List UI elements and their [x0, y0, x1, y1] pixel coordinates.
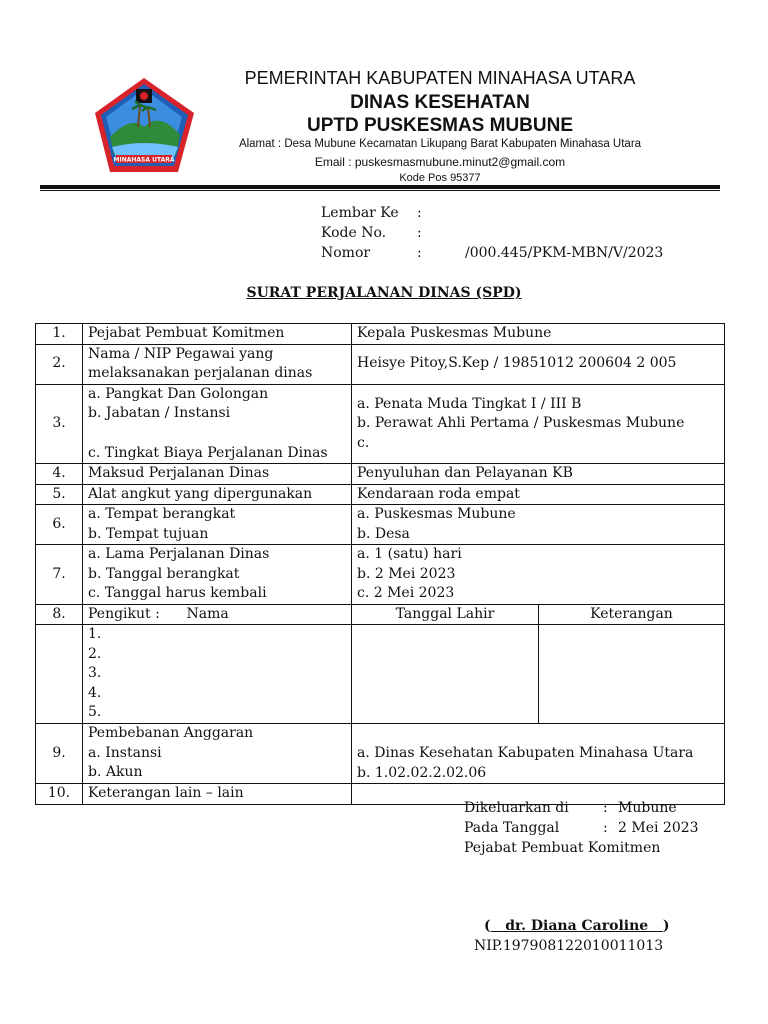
row-label: Alat angkut yang dipergunakan: [83, 484, 352, 505]
email: Email : puskesmasmubune.minut2@gmail.com: [314, 155, 566, 169]
row-label-line: melaksanakan perjalanan dinas: [88, 365, 313, 381]
row-value-line: b. Desa: [357, 525, 410, 542]
signer-name-open: (: [484, 918, 491, 934]
row-number: 7.: [36, 545, 83, 605]
signer-name-close: ): [662, 918, 670, 934]
table-row: [36, 344, 725, 384]
row-value-line: b. 2 Mei 2023: [357, 565, 456, 582]
row-label: Pengikut : Nama: [83, 604, 352, 625]
list-item: 3.: [88, 665, 102, 682]
unit-title: UPTD PUSKESMAS MUBUNE: [306, 115, 574, 136]
row-number: 5.: [36, 484, 83, 505]
row-label-line: b. Akun: [88, 764, 143, 781]
list-item: 1.: [88, 626, 102, 643]
row-number: 10.: [36, 784, 83, 805]
row-label-line: c. Tingkat Biaya Perjalanan Dinas: [88, 444, 328, 461]
table-row: [36, 724, 725, 784]
address: Alamat : Desa Mubune Kecamatan Likupang Barat Kabupaten Minahasa Utara: [238, 138, 642, 150]
tanggal-label: Pada Tanggal: [464, 820, 560, 836]
row-number: 8.: [36, 604, 83, 625]
tanggal-value: 2 Mei 2023: [618, 820, 699, 836]
gov-title: PEMERINTAH KABUPATEN MINAHASA UTARA: [244, 68, 636, 88]
row-value: [352, 505, 725, 545]
col-header-keterangan: Keterangan: [539, 604, 725, 625]
signer-name: [484, 918, 669, 934]
row-label-line: b. Tempat tujuan: [88, 525, 209, 542]
header-rule: [40, 185, 720, 189]
signer-nip: NIP.197908122010011013: [474, 938, 664, 954]
dikeluarkan-value: Mubune: [618, 800, 677, 816]
list-item: 5.: [88, 704, 102, 721]
dikeluarkan-label: Dikeluarkan di: [464, 800, 569, 816]
row-label-line: a. Pangkat Dan Golongan: [88, 385, 269, 402]
row-label-line: a. Lama Perjalanan Dinas: [88, 546, 270, 562]
header-rule-thin: [40, 190, 720, 191]
postcode: Kode Pos 95377: [399, 172, 481, 184]
row-value-line: c. 2 Mei 2023: [357, 585, 455, 601]
table-row: [36, 625, 725, 724]
row-value-line: a. 1 (satu) hari: [357, 546, 462, 562]
row-number: 6.: [36, 505, 83, 545]
table-row: [36, 324, 725, 345]
spd-table: [35, 323, 725, 805]
row-label: Maksud Perjalanan Dinas: [83, 464, 352, 485]
table-row: [36, 464, 725, 485]
row-value-line: a. Puskesmas Mubune: [357, 506, 516, 522]
table-row: [36, 545, 725, 605]
row-label: Keterangan lain – lain: [83, 784, 352, 805]
row-label: [83, 384, 352, 464]
row-value: Kepala Puskesmas Mubune: [352, 324, 725, 345]
nomor-value: /000.445/PKM-MBN/V/2023: [465, 245, 664, 261]
row-value: [352, 724, 725, 784]
row-value: Penyuluhan dan Pelayanan KB: [352, 464, 725, 485]
row-label-line: Nama / NIP Pegawai yang: [88, 345, 274, 362]
row-label-line: a. Instansi: [88, 744, 162, 761]
kode-label: Kode No.: [321, 225, 387, 241]
table-row: [36, 484, 725, 505]
row-label: [83, 724, 352, 784]
col-header-tanggal-lahir: Tanggal Lahir: [352, 604, 539, 625]
row-value: Kendaraan roda empat: [352, 484, 725, 505]
row-value: Heisye Pitoy,S.Kep / 19851012 200604 2 005: [352, 344, 725, 384]
row-value-line: b. 1.02.02.2.02.06: [357, 764, 487, 781]
row-label-line: a. Tempat berangkat: [88, 506, 236, 522]
row-value-line: a. Dinas Kesehatan Kabupaten Minahasa Utara: [357, 745, 694, 761]
document-title: SURAT PERJALANAN DINAS (SPD): [246, 285, 522, 301]
row-value: [352, 545, 725, 605]
list-item: 2.: [88, 645, 102, 662]
row-value: [352, 384, 725, 464]
tanggal-lahir-cell: [352, 625, 539, 724]
row-number: 2.: [36, 344, 83, 384]
row-number: [36, 625, 83, 724]
row-number: 3.: [36, 384, 83, 464]
lembar-label: Lembar Ke: [321, 205, 399, 221]
row-label-line: c. Tanggal harus kembali: [88, 585, 267, 601]
nomor-colon: :: [417, 245, 422, 261]
row-number: 9.: [36, 724, 83, 784]
nomor-label: Nomor: [321, 245, 371, 261]
row-label: Pejabat Pembuat Komitmen: [83, 324, 352, 345]
table-row: [36, 505, 725, 545]
dikeluarkan-colon: :: [603, 800, 608, 816]
pengikut-list: [83, 625, 352, 724]
row-label-line: Pembebanan Anggaran: [88, 725, 254, 742]
row-label: [83, 545, 352, 605]
row-value-line: b. Perawat Ahli Pertama / Puskesmas Mubune: [357, 415, 685, 431]
signer-title: Pejabat Pembuat Komitmen: [464, 840, 661, 856]
row-number: 1.: [36, 324, 83, 345]
row-number: 4.: [36, 464, 83, 485]
table-row: [36, 384, 725, 464]
lembar-colon: :: [417, 205, 422, 221]
list-item: 4.: [88, 684, 102, 701]
table-row: [36, 604, 725, 625]
row-value-line: a. Penata Muda Tingkat I / III B: [357, 395, 582, 412]
row-label: [83, 344, 352, 384]
signer-name-text: dr. Diana Caroline: [490, 918, 663, 934]
kode-colon: :: [417, 225, 422, 241]
tanggal-colon: :: [603, 820, 608, 836]
agency-title: DINAS KESEHATAN: [350, 92, 530, 113]
svg-text:MINAHASA UTARA: MINAHASA UTARA: [113, 156, 175, 164]
keterangan-cell: [539, 625, 725, 724]
row-value-line: c.: [357, 434, 370, 451]
row-label: [83, 505, 352, 545]
row-label-line: b. Tanggal berangkat: [88, 565, 240, 582]
row-label-line: b. Jabatan / Instansi: [88, 405, 231, 421]
